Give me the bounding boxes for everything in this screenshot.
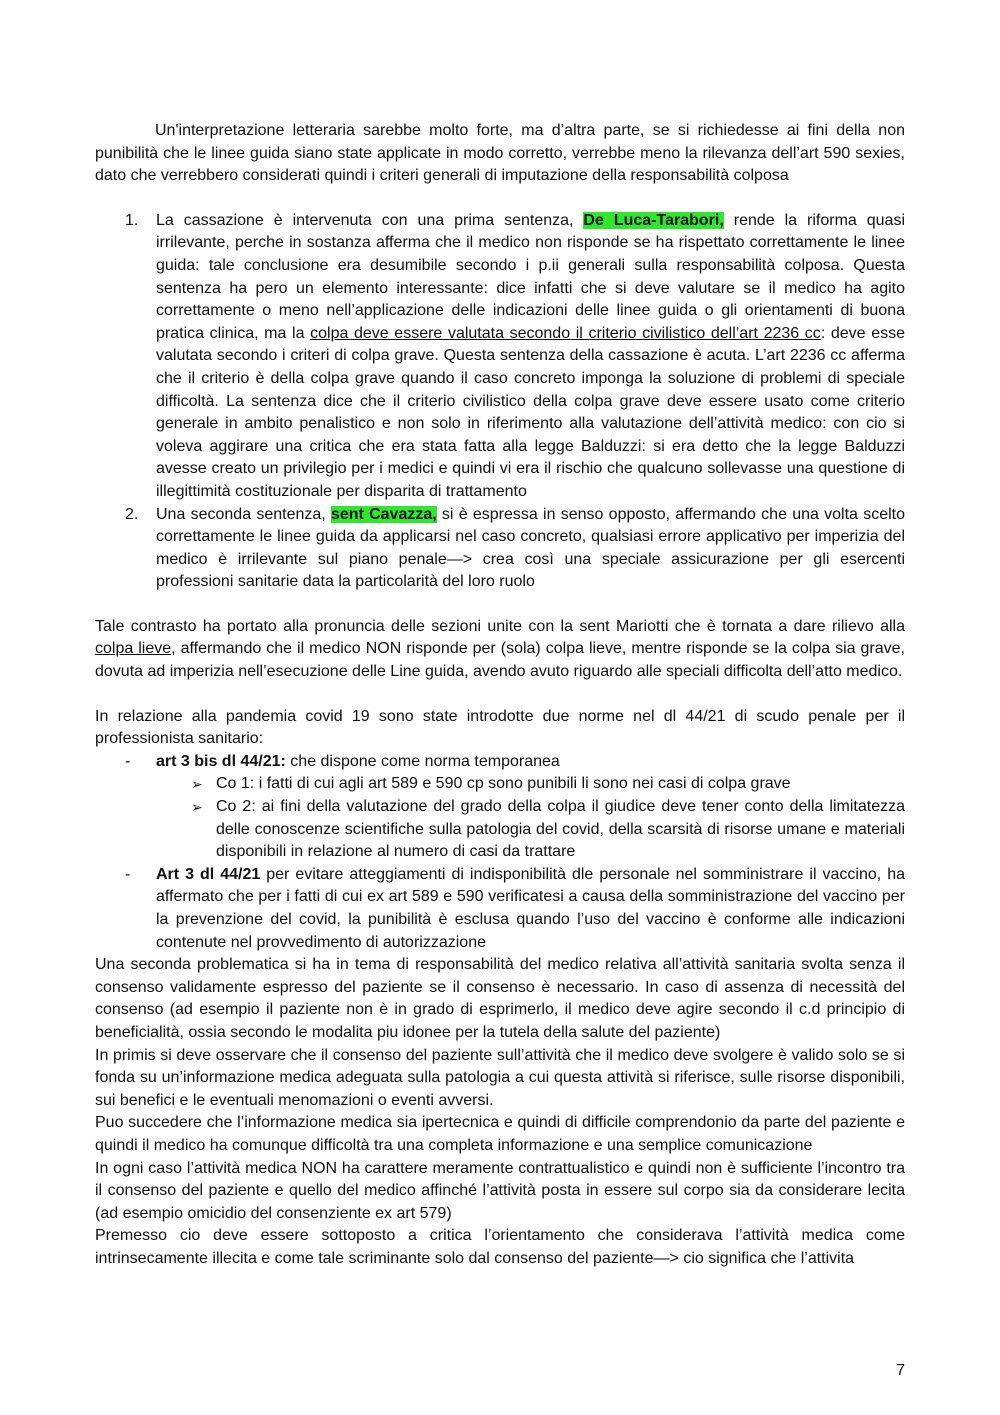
list-item bbox=[95, 751, 905, 864]
body-paragraph: In ogni caso l’attività medica NON ha carattere meramente contrattualistico e quindi non è sufficiente l’incontro tra il consenso del paziente e quello del medico affinché l’attività posta in essere sul corpo sia da considerare lecita (ad esempio omicidio del consenziente ex art 579) bbox=[95, 1159, 905, 1222]
dash-bullet: - bbox=[125, 752, 131, 770]
bold-label: Art 3 dl 44/21 bbox=[156, 865, 261, 883]
sublist-item bbox=[156, 796, 905, 864]
list-item bbox=[95, 210, 905, 504]
list-item bbox=[95, 504, 905, 594]
highlighted-citation: sent Cavazza, bbox=[330, 505, 437, 523]
bold-label: art 3 bis dl 44/21: bbox=[156, 752, 286, 770]
list-text: La cassazione è intervenuta con una prima sentenza, bbox=[156, 211, 584, 229]
list-text: si è espressa in senso opposto, affermando che una volta scelto correttamente le linee guida da applicarsi nel caso concreto, qualsiasi errore applicativo per imperizia del medico è irrilevante sul piano penale—> crea così una speciale assicurazione per gli esercenti professioni sanitarie data la particolarità del loro ruolo bbox=[156, 505, 905, 591]
body-paragraph: Puo succedere che l’informazione medica sia ipertecnica e quindi di difficile comprendonio da parte del paziente e quindi il medico ha comunque difficoltà tra una completa informazione e una semplice comunicazione bbox=[95, 1114, 905, 1154]
list-number: 1. bbox=[125, 211, 139, 229]
page-number: 7 bbox=[896, 1362, 905, 1379]
sublist-item bbox=[156, 773, 905, 796]
list-text: : deve esse valutata secondo i criteri di colpa grave. Questa sentenza della cassazione è acuta. L’art 2236 cc afferma che il criterio è della colpa grave quando il caso concreto imponga la soluzione di problemi di speciale difficoltà. La sentenza dice che il criterio civilistico della colpa grave deve essere usato come criterio generale in ambito penalistico e non solo in riferimento alla valutazione dell’attività medico: con cio si voleva aggirare una critica che era stata fatta alla legge Balduzzi: si era detto che la legge Balduzzi avesse creato un privilegio per i medici e quindi vi era il rischio che qualcuno sollevasse una questione di illegittimità costituzionale per disparita di trattamento bbox=[156, 324, 905, 500]
covid-intro-paragraph: In relazione alla pandemia covid 19 sono state introdotte due norme nel dl 44/21 di scudo penale per il professionista sanitario: bbox=[95, 707, 905, 748]
underlined-text: colpa lieve bbox=[95, 640, 172, 658]
body-paragraph: Una seconda problematica si ha in tema di responsabilità del medico relativa all’attività sanitaria svolta senza il consenso validamente espresso del paziente se il consenso è necessario. In caso di assenza di necessità del consenso (ad esempio il paziente non è in grado di esprimerlo, il medico deve agire secondo il c.d principio di beneficialità, ossia secondo le modalita piu idonee per la tutela della salute del paziente) bbox=[95, 956, 905, 1041]
body-paragraph: In primis si deve osservare che il consenso del paziente sull’attività che il medico deve svolgere è valido solo se si fonda su un’informazione medica adeguata sulla patologia a cui questa attività si riferisce, sulle risorse disponibili, sui benefici e le eventuali menomazioni o eventi avversi. bbox=[95, 1046, 905, 1109]
highlighted-citation: De Luca-Tarabori, bbox=[583, 211, 724, 229]
arrow-bullet-icon: ➢ bbox=[191, 799, 203, 816]
list-text: per evitare atteggiamenti di indisponibilità dle personale nel somministrare il vaccino, ha affermato che per i fatti di cui ex art 589 e 590 verificatesi a causa della somministrazione del vaccino per la prevenzione del covid, la punibilità è esclusa quando l’uso del vaccino è conforme alle indicazioni contenute nel provvedimento di autorizzazione bbox=[156, 865, 905, 951]
contrasto-paragraph: Tale contrasto ha portato alla pronuncia delle sezioni unite con la sent Mariotti che è tornata a dare rilievo alla colpa lieve, affermando che il medico NON risponde per (sola) colpa lieve, mentre risponde se la colpa sia grave, dovuta ad imperizia nell’esecuzione delle Line guida, avendo avuto riguardo alle speciali difficolta dell’atto medico. bbox=[95, 617, 905, 681]
list-number: 2. bbox=[125, 505, 139, 523]
spacer bbox=[95, 684, 905, 706]
intro-paragraph: Un'interpretazione letteraria sarebbe molto forte, ma d’altra parte, se si richiedesse ai fini della non punibilità che le linee guida siano state applicate in modo corretto, verrebbe meno la rilevanza dell’art 590 sexies, dato che verrebbero considerati quindi i criteri generali di imputazione della responsabilità colposa bbox=[95, 122, 905, 185]
list-item bbox=[95, 864, 905, 954]
list-text: Una seconda sentenza, bbox=[156, 505, 331, 523]
arrow-bullet-icon: ➢ bbox=[191, 776, 203, 793]
body-paragraph: Premesso cio deve essere sottoposto a critica l’orientamento che considerava l’attività medica come intrinsecamente illecita e come tale scriminante solo dal consenso del paziente—> cio significa che l’attivita bbox=[95, 1227, 905, 1267]
sublist-text: Co 2: ai fini della valutazione del grado della colpa il giudice deve tener conto della limitatezza delle conoscenze scientifiche sulla patologia del covid, della scarsità di risorse umane e materiali disponibili in relazione al numero di casi da trattare bbox=[216, 798, 905, 861]
underlined-text: colpa deve essere valutata secondo il criterio civilistico dell’art 2236 cc bbox=[310, 324, 821, 342]
spacer bbox=[95, 594, 905, 616]
list-text: rende la riforma quasi irrilevante, perche in sostanza afferma che il medico non risponde se ha rispettato correttamente le linee guida: tale conclusione era desumibile secondo i p.ii generali sulla responsabilità colposa. Questa sentenza ha pero un elemento interessante: dice infatti che si deve valutare se il medico ha agito correttamente o meno nell’applicazione delle indicazioni delle linee guida o gli orientamenti di buona pratica clinica, ma la bbox=[156, 211, 906, 342]
arrow-sublist bbox=[156, 773, 905, 863]
spacer bbox=[95, 188, 905, 210]
document-page bbox=[95, 120, 905, 1271]
sublist-text: Co 1: i fatti di cui agli art 589 e 590 cp sono punibili li sono nei casi di colpa grave bbox=[216, 775, 791, 793]
dash-list bbox=[95, 751, 905, 954]
numbered-list bbox=[95, 210, 905, 594]
list-text: che dispone come norma temporanea bbox=[285, 752, 560, 770]
dash-bullet: - bbox=[125, 865, 131, 883]
